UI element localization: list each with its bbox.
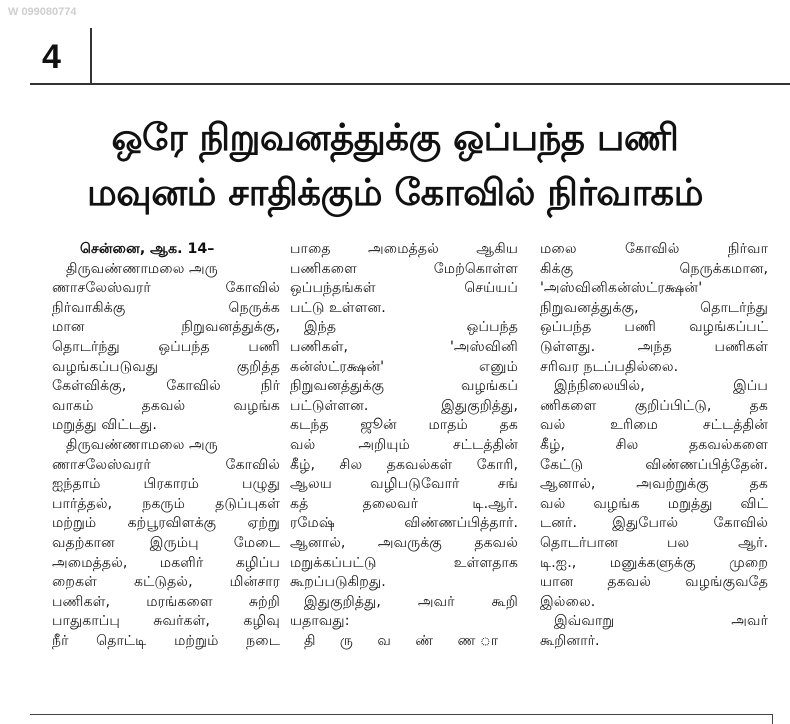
text-line: பாதை அமைத்தல் ஆகிய — [290, 241, 518, 257]
text-line: ணாசலேஸ்வரர் கோவில் — [52, 456, 280, 473]
text-line: றைகள் கட்டுதல், மின்சார — [52, 574, 280, 591]
article-body — [40, 240, 780, 710]
text-line: மலை கோவில் நிர்வா — [540, 241, 768, 257]
bottom-rule — [30, 714, 772, 715]
text-line: தி ரு வ ண் ண ா — [304, 632, 518, 649]
text-line: பார்த்தல், நகரும் தடுப்புகள் — [52, 495, 280, 512]
page-number-divider — [90, 28, 92, 84]
text-line: மறுத்து விட்டது. — [52, 417, 157, 434]
text-line: பணிகளை மேற்கொள்ள — [290, 260, 518, 277]
text-line: வதற்கான இரும்பு மேடை — [52, 534, 280, 551]
text-line: டனர். இதுபோல் கோவில் — [540, 515, 768, 532]
headline-line-2: மவுனம் சாதிக்கும் கோவில் நிர்வாகம் — [87, 171, 703, 214]
text-line: இதுகுறித்து, அவர் கூறி — [304, 593, 518, 610]
text-line: ஐந்தாம் பிரகாரம் பழுது — [52, 476, 280, 493]
text-line: ஆனால், அவருக்கு தகவல் — [290, 534, 518, 551]
text-line: வல் வழங்க மறுத்து விட் — [540, 495, 768, 512]
text-line: தொடர்பான பல ஆர். — [540, 534, 768, 551]
text-line: ஆனால், அவற்றுக்கு தக — [540, 476, 768, 493]
bottom-rule-corner — [772, 714, 773, 724]
article-column-1 — [52, 240, 280, 651]
text-line: நிர்வாகிக்கு நெருக்க — [52, 299, 280, 316]
text-line: யதாவது: — [290, 613, 350, 630]
text-line: பட்டு உள்ளன. — [290, 299, 386, 316]
text-line: பாதுகாப்பு சுவர்கள், கழிவு — [52, 613, 280, 630]
text-line: வழங்கப்படுவது குறித்த — [52, 358, 280, 375]
text-line: கேள்விக்கு, கோவில் நிர் — [52, 378, 280, 395]
text-line: கடந்த ஜூன் மாதம் தக — [290, 417, 518, 434]
text-line: கத் தலைவர் டி.ஆர். — [290, 495, 518, 512]
text-line: இவ்வாறு அவர் — [554, 613, 768, 630]
text-line: ணிகளை குறிப்பிட்டு, தக — [540, 397, 768, 414]
text-line: 'அஸ்வினிகன்ஸ்ட்ரக்ஷன்' — [540, 280, 703, 297]
text-line: கீழ், சில தகவல்கள் கோரி, — [290, 456, 518, 473]
header-rule — [30, 83, 790, 85]
text-line: திருவண்ணாமலை அரு — [66, 260, 218, 277]
dateline: சென்னை, ஆக. 14– — [80, 241, 215, 257]
text-line: சரிவர நடப்பதில்லை. — [540, 358, 679, 375]
headline — [10, 110, 780, 220]
text-line: நிறுவனத்துக்கு வழங்கப் — [290, 378, 518, 395]
text-line: பணிகள், 'அஸ்வினி — [290, 338, 518, 355]
text-line: மான நிறுவனத்துக்கு, — [52, 319, 280, 336]
text-line: அமைத்தல், மகளிர் கழிப்ப — [52, 554, 280, 571]
text-line: கிக்கு நெருக்கமான, — [540, 260, 768, 277]
text-line: நிறுவனத்துக்கு, தொடர்ந்து — [540, 299, 768, 316]
text-line: இல்லை. — [540, 593, 596, 610]
text-line: யான தகவல் வழங்குவதே — [540, 574, 768, 591]
text-line: ஆலய வழிபடுவோர் சங் — [290, 476, 518, 493]
page-number: 4 — [42, 38, 61, 76]
article-column-3 — [540, 240, 768, 651]
text-line: திருவண்ணாமலை அரு — [66, 436, 218, 453]
text-line: கன்ஸ்ட்ரக்ஷன்' எனும் — [290, 358, 518, 375]
text-line: இந்த ஒப்பந்த — [304, 319, 518, 336]
text-line: தொடர்ந்து ஒப்பந்த பணி — [52, 338, 280, 355]
text-line: மற்றும் கற்பூரவிளக்கு ஏற்று — [52, 515, 280, 532]
text-line: ஒப்பந்தங்கள் செய்யப் — [290, 280, 518, 297]
text-line: மறுக்கப்பட்டு உள்ளதாக — [290, 554, 518, 571]
text-line: ணாசலேஸ்வரர் கோவில் — [52, 280, 280, 297]
text-line: டுள்ளது. அந்த பணிகள் — [540, 338, 768, 355]
text-line: வல் உரிமை சட்டத்தின் — [540, 417, 768, 434]
text-line: பட்டுள்ளன. இதுகுறித்து, — [290, 397, 518, 414]
text-line: கூறினார். — [540, 632, 600, 649]
text-line: நீர் தொட்டி மற்றும் நடை — [52, 632, 280, 649]
text-line: பணிகள், மரங்களை சுற்றி — [52, 593, 280, 610]
text-line: கூறப்படுகிறது. — [290, 574, 386, 591]
text-line: வல் அறியும் சட்டத்தின் — [290, 436, 518, 453]
article-column-2 — [290, 240, 518, 651]
text-line: வாகம் தகவல் வழங்க — [52, 397, 280, 414]
text-line: கேட்டு விண்ணப்பித்தேன். — [540, 456, 768, 473]
text-line: கீழ், சில தகவல்களை — [540, 436, 768, 453]
watermark-text: W 099080774 — [8, 6, 77, 18]
text-line: இந்நிலையில், இப்ப — [554, 378, 768, 395]
text-line: டி.ஐ., மனுக்களுக்கு முறை — [540, 554, 768, 571]
text-line: ஒப்பந்த பணி வழங்கப்பட் — [540, 319, 768, 336]
headline-line-1: ஒரே நிறுவனத்துக்கு ஒப்பந்த பணி — [111, 116, 679, 159]
text-line: ரமேஷ் விண்ணப்பித்தார். — [290, 515, 518, 532]
